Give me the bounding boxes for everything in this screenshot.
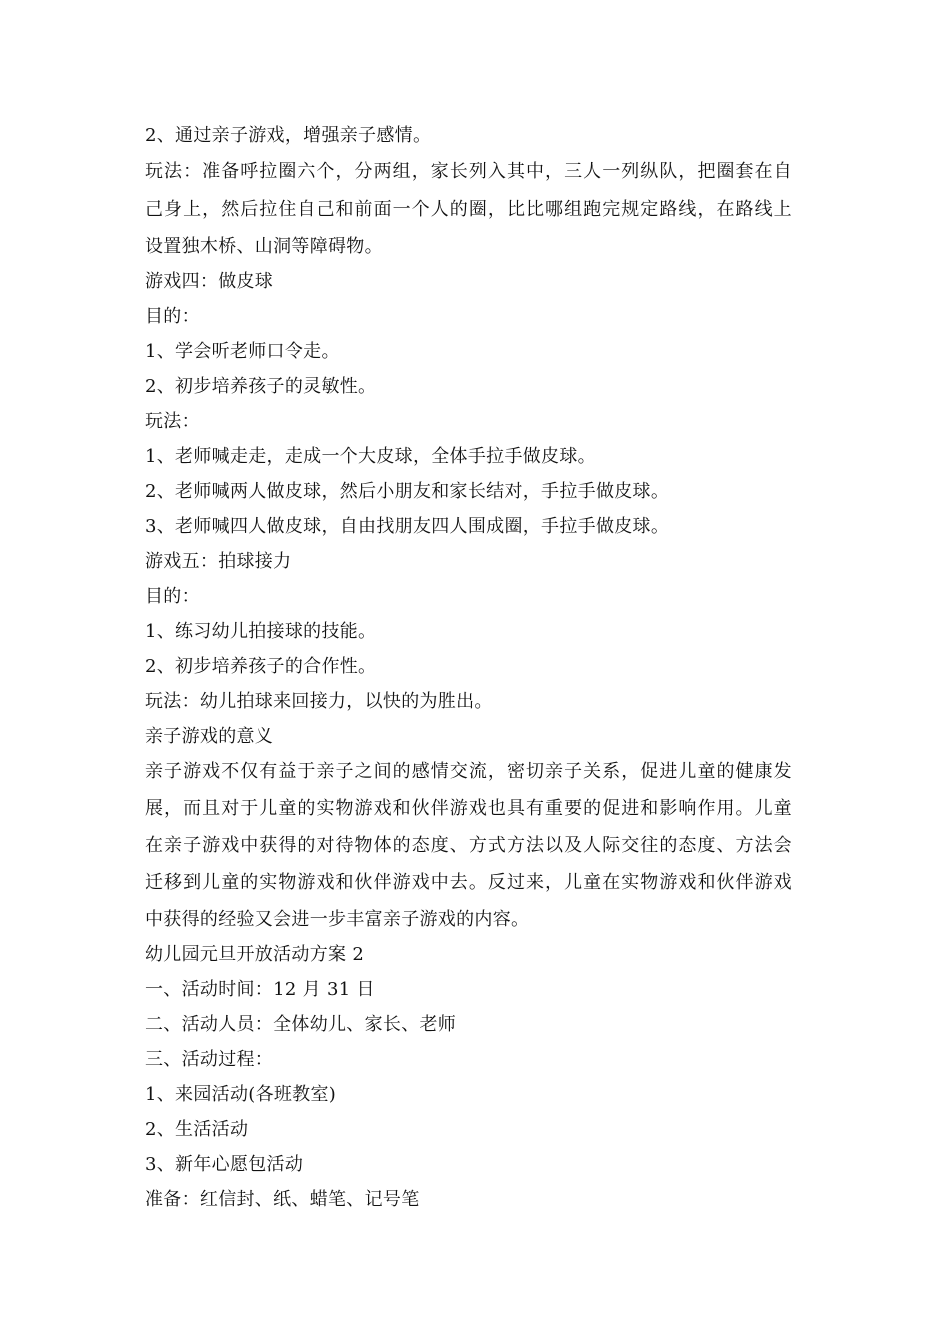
- text-line: 准备：红信封、纸、蜡笔、记号笔: [145, 1189, 420, 1210]
- paragraph-line: 展，而且对于儿童的实物游戏和伙伴游戏也具有重要的促进和影响作用。儿童: [145, 798, 793, 819]
- text-line: 目的：: [145, 586, 200, 607]
- text-line: 目的：: [145, 306, 200, 327]
- list-item: 2、老师喊两人做皮球，然后小朋友和家长结对，手拉手做皮球。: [145, 481, 670, 502]
- list-item: 1、学会听老师口令走。: [145, 341, 340, 362]
- paragraph-line: 中获得的经验又会进一步丰富亲子游戏的内容。: [145, 909, 530, 930]
- paragraph-line: 迁移到儿童的实物游戏和伙伴游戏中去。反过来，儿童在实物游戏和伙伴游戏: [145, 872, 793, 893]
- section-heading: 游戏四：做皮球: [145, 271, 274, 292]
- text-line: 玩法：幼儿拍球来回接力，以快的为胜出。: [145, 691, 493, 712]
- list-item: 1、来园活动(各班教室): [145, 1084, 337, 1105]
- list-item: 1、练习幼儿拍接球的技能。: [145, 621, 377, 642]
- text-line: 二、活动人员：全体幼儿、家长、老师: [145, 1014, 457, 1035]
- list-item: 2、初步培养孩子的灵敏性。: [145, 376, 377, 397]
- list-item: 3、老师喊四人做皮球，自由找朋友四人围成圈，手拉手做皮球。: [145, 516, 670, 537]
- list-item: 2、生活活动: [145, 1119, 249, 1140]
- text-line: 玩法：准备呼拉圈六个，分两组，家长列入其中，三人一列纵队，把圈套在自: [145, 161, 793, 182]
- list-item: 2、初步培养孩子的合作性。: [145, 656, 377, 677]
- text-line: 一、活动时间：12 月 31 日: [145, 979, 375, 1000]
- text-line: 己身上，然后拉住自己和前面一个人的圈，比比哪组跑完规定路线，在路线上: [145, 199, 793, 220]
- text-line: 三、活动过程：: [145, 1049, 274, 1070]
- section-heading: 幼儿园元旦开放活动方案 2: [145, 944, 365, 965]
- section-heading: 游戏五：拍球接力: [145, 551, 292, 572]
- text-line: 玩法：: [145, 411, 200, 432]
- list-item: 3、新年心愿包活动: [145, 1154, 304, 1175]
- paragraph-line: 在亲子游戏中获得的对待物体的态度、方式方法以及人际交往的态度、方法会: [145, 835, 793, 856]
- paragraph-line: 亲子游戏不仅有益于亲子之间的感情交流，密切亲子关系，促进儿童的健康发: [145, 761, 793, 782]
- text-line: 2、通过亲子游戏，增强亲子感情。: [145, 125, 432, 146]
- list-item: 1、老师喊走走，走成一个大皮球，全体手拉手做皮球。: [145, 446, 596, 467]
- section-heading: 亲子游戏的意义: [145, 726, 274, 747]
- text-line: 设置独木桥、山洞等障碍物。: [145, 236, 383, 257]
